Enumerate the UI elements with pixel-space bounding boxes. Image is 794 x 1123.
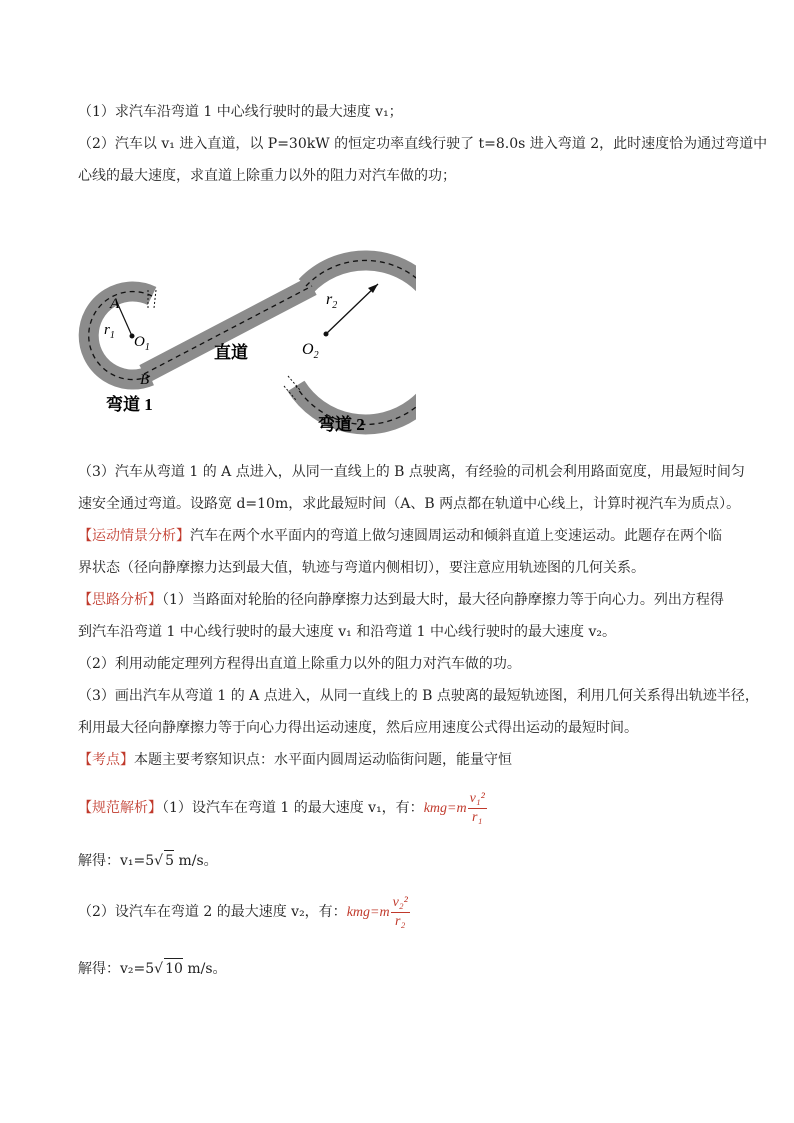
- answer-2-line: 解得：v₂=5√ 10 m/s。: [78, 958, 227, 979]
- solution-1-line: 【规范解析】（1）设汽车在弯道 1 的最大速度 v₁，有：kmg=m $\frac{\text{v₁²}}{\text{r₁}}$: [78, 790, 485, 825]
- bend-1-label: 弯道 1: [106, 395, 153, 414]
- solution-1-fraction: $\frac{\text{v₁²}}{\text{r₁}}$: [469, 790, 485, 825]
- key-point-tag: 【考点】: [78, 752, 134, 768]
- answer-1-line: 解得：v₁=5√ 5 m/s。: [78, 850, 218, 871]
- point-b-label: B: [140, 372, 150, 388]
- question-3-line-2: 速安全通过弯道。设路宽 d=10m，求此最短时间（A、B 两点都在轨道中心线上，计算时视汽车为质点）。: [78, 496, 741, 512]
- motion-analysis-line-1: 【运动情景分析】汽车在两个水平面内的弯道上做匀速圆周运动和倾斜直道上变速运动。此题存在两个临: [78, 528, 722, 544]
- solution-2-fraction: $\frac{\text{v₂²}}{\text{r₂}}$: [392, 894, 408, 929]
- point-a-label: A: [110, 296, 120, 312]
- question-2-line-1: （2）汽车以 v₁ 进入直道，以 P=30kW 的恒定功率直线行驶了 t=8.0s 进入弯道 2，此时速度恰为通过弯道中: [78, 136, 768, 152]
- idea-analysis-tag: 【思路分析】: [78, 592, 162, 608]
- question-2-line-2: 心线的最大速度，求直道上除重力以外的阻力对汽车做的功；: [78, 168, 456, 184]
- radius-r2-label: $r_2$: [326, 291, 338, 311]
- straight-road-label: 直道: [214, 343, 248, 362]
- solution-tag: 【规范解析】: [78, 800, 162, 816]
- center-o2-label: $O_2$: [302, 341, 319, 361]
- question-3-line-1: （3）汽车从弯道 1 的 A 点进入，从同一直线上的 B 点驶离，有经验的司机会利用路面宽度，用最短时间匀: [78, 464, 745, 480]
- radius-r1-label: $r_1$: [104, 322, 115, 341]
- idea-analysis-line-3: （2）利用动能定理列方程得出直道上除重力以外的阻力对汽车做的功。: [78, 656, 521, 672]
- solution-2-line: （2）设汽车在弯道 2 的最大速度 v₂，有：kmg=m $\frac{\text{v₂²}}{\text{r₂}}$: [78, 894, 408, 929]
- question-1: （1）求汽车沿弯道 1 中心线行驶时的最大速度 v₁；: [78, 104, 403, 120]
- motion-analysis-tag: 【运动情景分析】: [78, 528, 190, 544]
- motion-analysis-line-2: 界状态（径向静摩擦力达到最大值，轨迹与弯道内侧相切），要注意应用轨迹图的几何关系。: [78, 560, 645, 576]
- idea-analysis-line-1: 【思路分析】（1）当路面对轮胎的径向静摩擦力达到最大时，最大径向静摩擦力等于向心力。列出方程得: [78, 592, 724, 608]
- center-o2-dot: [324, 332, 329, 337]
- key-point-line: 【考点】本题主要考察知识点：水平面内圆周运动临街问题，能量守恒: [78, 752, 512, 768]
- track-diagram: [74, 238, 416, 438]
- idea-analysis-line-5: 利用最大径向静摩擦力等于向心力得出运动速度，然后应用速度公式得出运动的最短时间。: [78, 720, 638, 736]
- idea-analysis-line-2: 到汽车沿弯道 1 中心线行驶时的最大速度 v₁ 和沿弯道 1 中心线行驶时的最大速度 v₂。: [78, 624, 617, 640]
- idea-analysis-line-4: （3）画出汽车从弯道 1 的 A 点进入，从同一直线上的 B 点驶离的最短轨迹图，利用几何关系得出轨迹半径，: [78, 688, 759, 704]
- bend-2-label: 弯道 2: [318, 415, 365, 434]
- center-o1-label: $O_1$: [134, 334, 150, 353]
